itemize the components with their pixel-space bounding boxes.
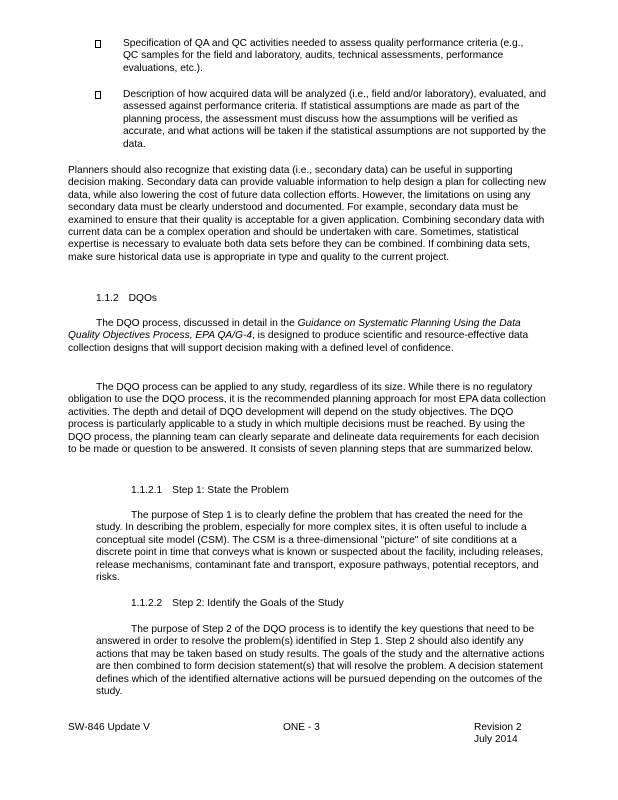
footer-revision-number: Revision 2	[474, 722, 522, 733]
footer-revision	[474, 722, 522, 747]
dqo-paragraph-1	[68, 318, 550, 355]
footer-revision-date: July 2014	[474, 734, 518, 746]
step1-number: 1.1.2.1	[131, 485, 163, 496]
bullet-text: Description of how acquired data will be analyzed (i.e., field and/or laboratory), evaluated, and assessed against performance criteria. If statistical assumptions are made as part of the planning process, the assessment must discuss how the assumptions will be verified as accurate, and what actions will be taken if the statistical assumptions are not supported by the data.	[123, 89, 547, 150]
section-number: 1.1.2	[96, 293, 119, 304]
section-title: DQOs	[128, 293, 157, 304]
footer-page-number: ONE - 3	[283, 722, 320, 733]
step2-text: The purpose of Step 2 of the DQO process is to identify the key questions that need to be answered in order to resolve the problem(s) identified in Step 1. Step 2 should also identify any actions that may be taken based on study results. The goals of the study and the alternative actions are then combined to form decision statement(s) that will resolve the problem. A decision statement defines which of the identified alternative actions will be pursued depending on the outcomes of the study.	[96, 624, 545, 698]
footer-document-id: SW-846 Update V	[68, 722, 150, 733]
bullet-data-analysis	[95, 89, 555, 151]
step2-heading	[131, 598, 344, 610]
dqo-paragraph-2	[68, 382, 550, 456]
bullet-qa-qc	[95, 38, 555, 75]
step1-title: Step 1: State the Problem	[172, 485, 289, 496]
dqo-para1-after: , is designed to produce scientific and resource-effective data collection designs that will support decision making with a defined level of confidence.	[68, 330, 529, 354]
step2-title: Step 2: Identify the Goals of the Study	[172, 598, 344, 609]
dqo-para1-before: The DQO process, discussed in detail in the	[96, 318, 298, 329]
step1-paragraph	[96, 510, 546, 584]
planners-paragraph: Planners should also recognize that existing data (i.e., secondary data) can be useful in supporting decision making. Secondary data can provide valuable information to help design a plan for collecting new data, while also lowering the cost of future data collection efforts. However, the limitations on using any secondary data must be clearly understood and documented. For example, secondary data must be examined to ensure that their quality is acceptable for a given application. Combining secondary data with current data can be a complex operation and should be undertaken with care. Sometimes, statistical expertise is necessary to evaluate both data sets before they can be combined. If combining data sets, make sure historical data use is appropriate in type and quality to the current project.	[68, 165, 546, 263]
step2-paragraph	[96, 624, 546, 698]
bullet-text: Specification of QA and QC activities needed to assess quality performance criteria (e.g., QC samples for the field and laboratory, audits, technical assessments, performance evaluations, etc.).	[123, 38, 524, 74]
bullet-box-icon	[95, 40, 101, 48]
section-heading-112	[96, 293, 157, 305]
step2-number: 1.1.2.2	[131, 598, 163, 609]
step1-heading	[131, 485, 289, 497]
dqo-para2-text: The DQO process can be applied to any study, regardless of its size. While there is no regulatory obligation to use the DQO process, it is the recommended planning approach for most EPA data collection activities. The depth and detail of DQO development will depend on the study objectives. The DQO process is particularly applicable to a study in which multiple decisions must be reached. By using the DQO process, the planning team can clearly separate and delineate data requirements for each decision to be made or question to be answered. It consists of seven planning steps that are summarized below.	[68, 382, 546, 456]
step1-text: The purpose of Step 1 is to clearly define the problem that has created the need for the study. In describing the problem, especially for more complex sites, it is often useful to include a conceptual site model (CSM). The CSM is a three-dimensional "picture" of site conditions at a discrete point in time that conveys what is known or suspected about the facility, including releases, release mechanisms, contaminant fate and transport, exposure pathways, potential receptors, and risks.	[96, 510, 544, 584]
guidance-title: Guidance on Systematic Planning Using the Data Quality Objectives Process, EPA QA/G-4	[68, 318, 521, 342]
bullet-box-icon	[95, 91, 101, 99]
